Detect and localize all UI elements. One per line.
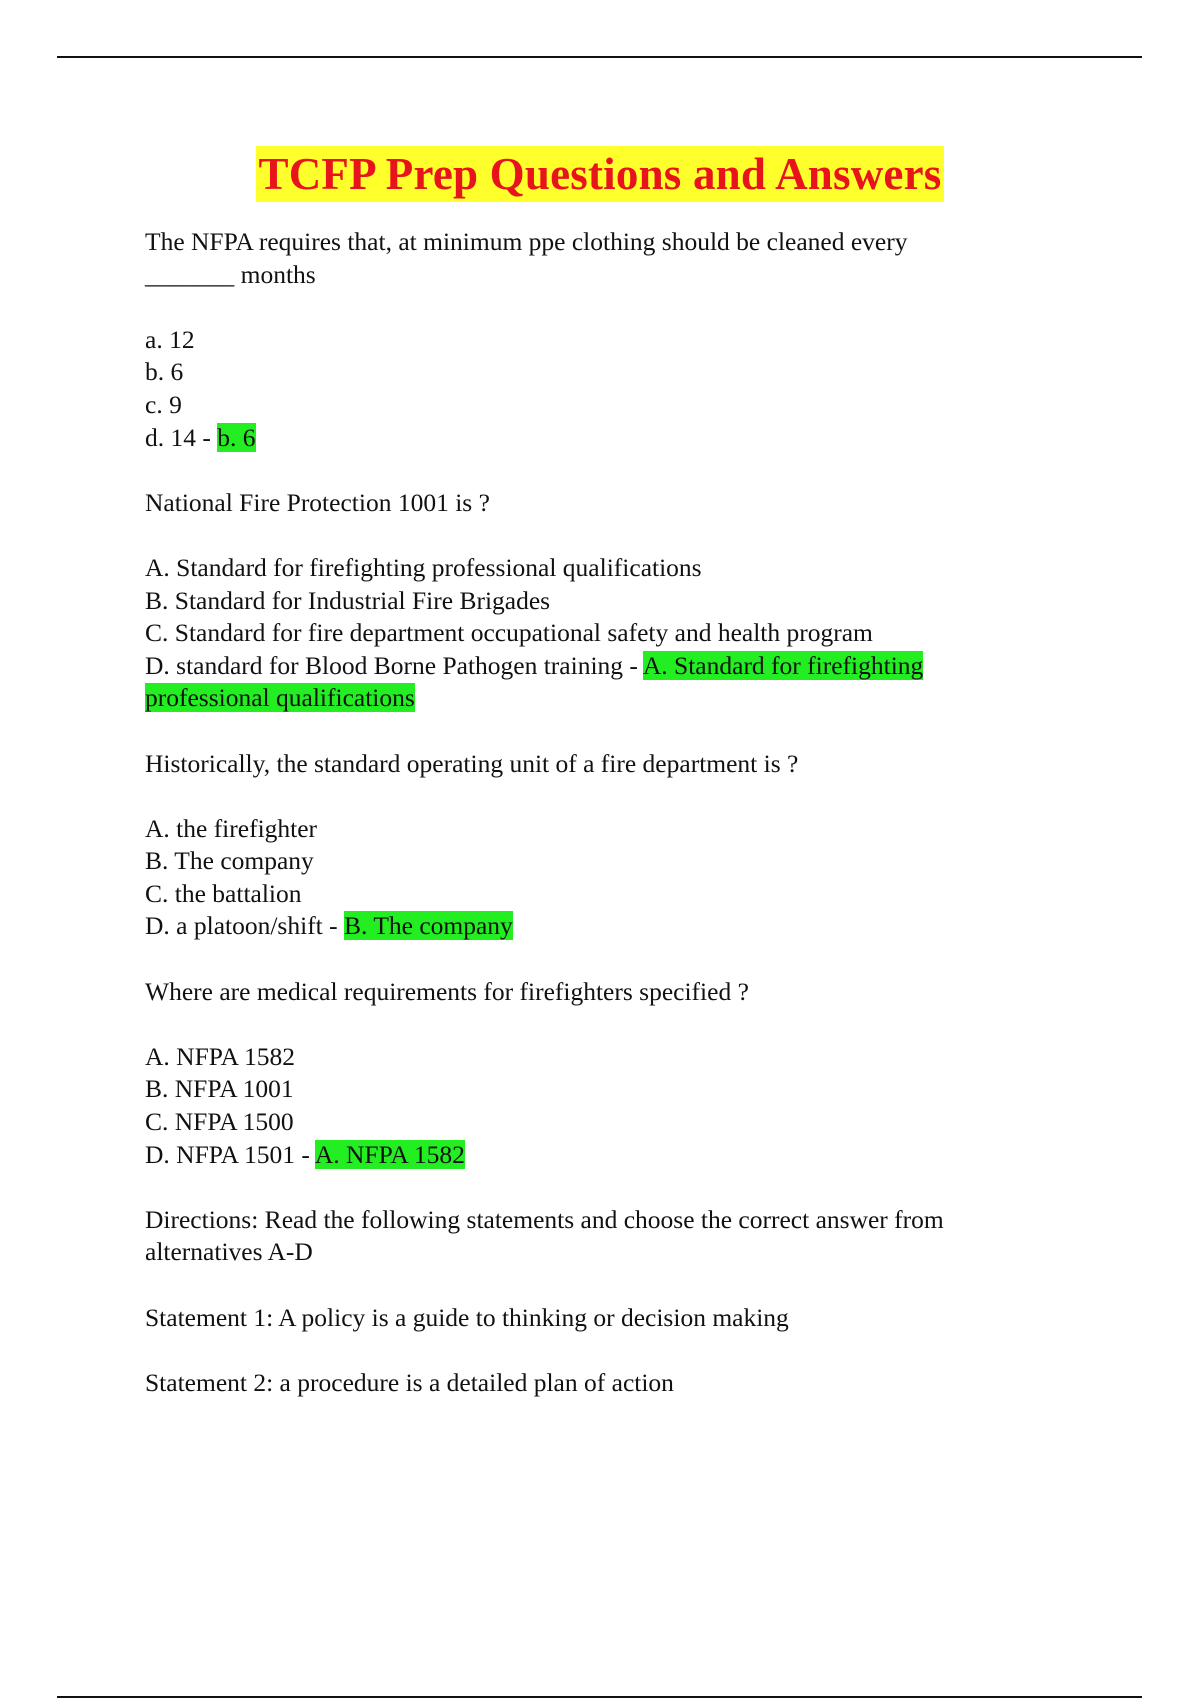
title-container [0,146,1200,202]
document-title: TCFP Prep Questions and Answers [256,146,945,202]
question-4-options [145,1041,1045,1171]
question-2 [145,487,1045,520]
option-item: c. 9 [145,389,182,419]
question-3 [145,748,1045,781]
question-1-prompt: The NFPA requires that, at minimum ppe clothing should be cleaned every [145,227,908,256]
option-item-last [145,422,1045,455]
option-item: C. the battalion [145,878,302,908]
option-item-last [145,1139,1045,1172]
document-body [145,226,1045,1399]
statement-1-text: Statement 1: A policy is a guide to thinking or decision making [145,1302,789,1332]
answer-highlight: B. The company [344,911,513,941]
option-text: D. a platoon/shift - [145,911,345,941]
header-rule [57,56,1142,58]
option-item: C. Standard for fire department occupational safety and health program [145,618,873,648]
directions [145,1204,1045,1269]
answer-highlight: A. NFPA 1582 [314,1139,465,1169]
statement-2 [145,1367,1045,1400]
question-2-prompt: National Fire Protection 1001 is ? [145,487,490,517]
statement-1 [145,1302,1045,1335]
question-1 [145,226,1045,291]
question-1-prompt-cont: _______ months [145,259,316,289]
option-item: b. 6 [145,357,184,387]
option-text: D. NFPA 1501 - [145,1139,315,1169]
answer-highlight: professional qualifications [145,683,415,713]
option-item: C. NFPA 1500 [145,1107,294,1137]
answer-highlight: A. Standard for firefighting [642,650,924,680]
option-text: d. 14 - [145,422,218,452]
question-3-prompt: Historically, the standard operating unit of a fire department is ? [145,748,799,778]
question-2-options [145,552,1045,715]
option-item: A. Standard for firefighting professional qualifications [145,552,702,582]
option-item: B. NFPA 1001 [145,1074,294,1104]
directions-text-cont: alternatives A-D [145,1237,313,1267]
answer-highlight: b. 6 [217,422,256,452]
option-item: B. The company [145,846,314,876]
option-item: B. Standard for Industrial Fire Brigades [145,585,551,615]
statement-2-text: Statement 2: a procedure is a detailed plan of action [145,1367,674,1397]
option-item: A. the firefighter [145,813,318,843]
question-1-options [145,324,1045,454]
option-item: A. NFPA 1582 [145,1041,295,1071]
question-3-options [145,813,1045,943]
directions-text: Directions: Read the following statements and choose the correct answer from [145,1204,944,1234]
option-item-last [145,910,1045,943]
footer-rule [57,1696,1142,1698]
option-item: a. 12 [145,324,195,354]
question-4 [145,976,1045,1009]
question-4-prompt: Where are medical requirements for firefighters specified ? [145,976,749,1006]
option-item-last [145,650,1045,683]
answer-continuation [145,682,1045,715]
option-text: D. standard for Blood Borne Pathogen training - [145,650,643,680]
